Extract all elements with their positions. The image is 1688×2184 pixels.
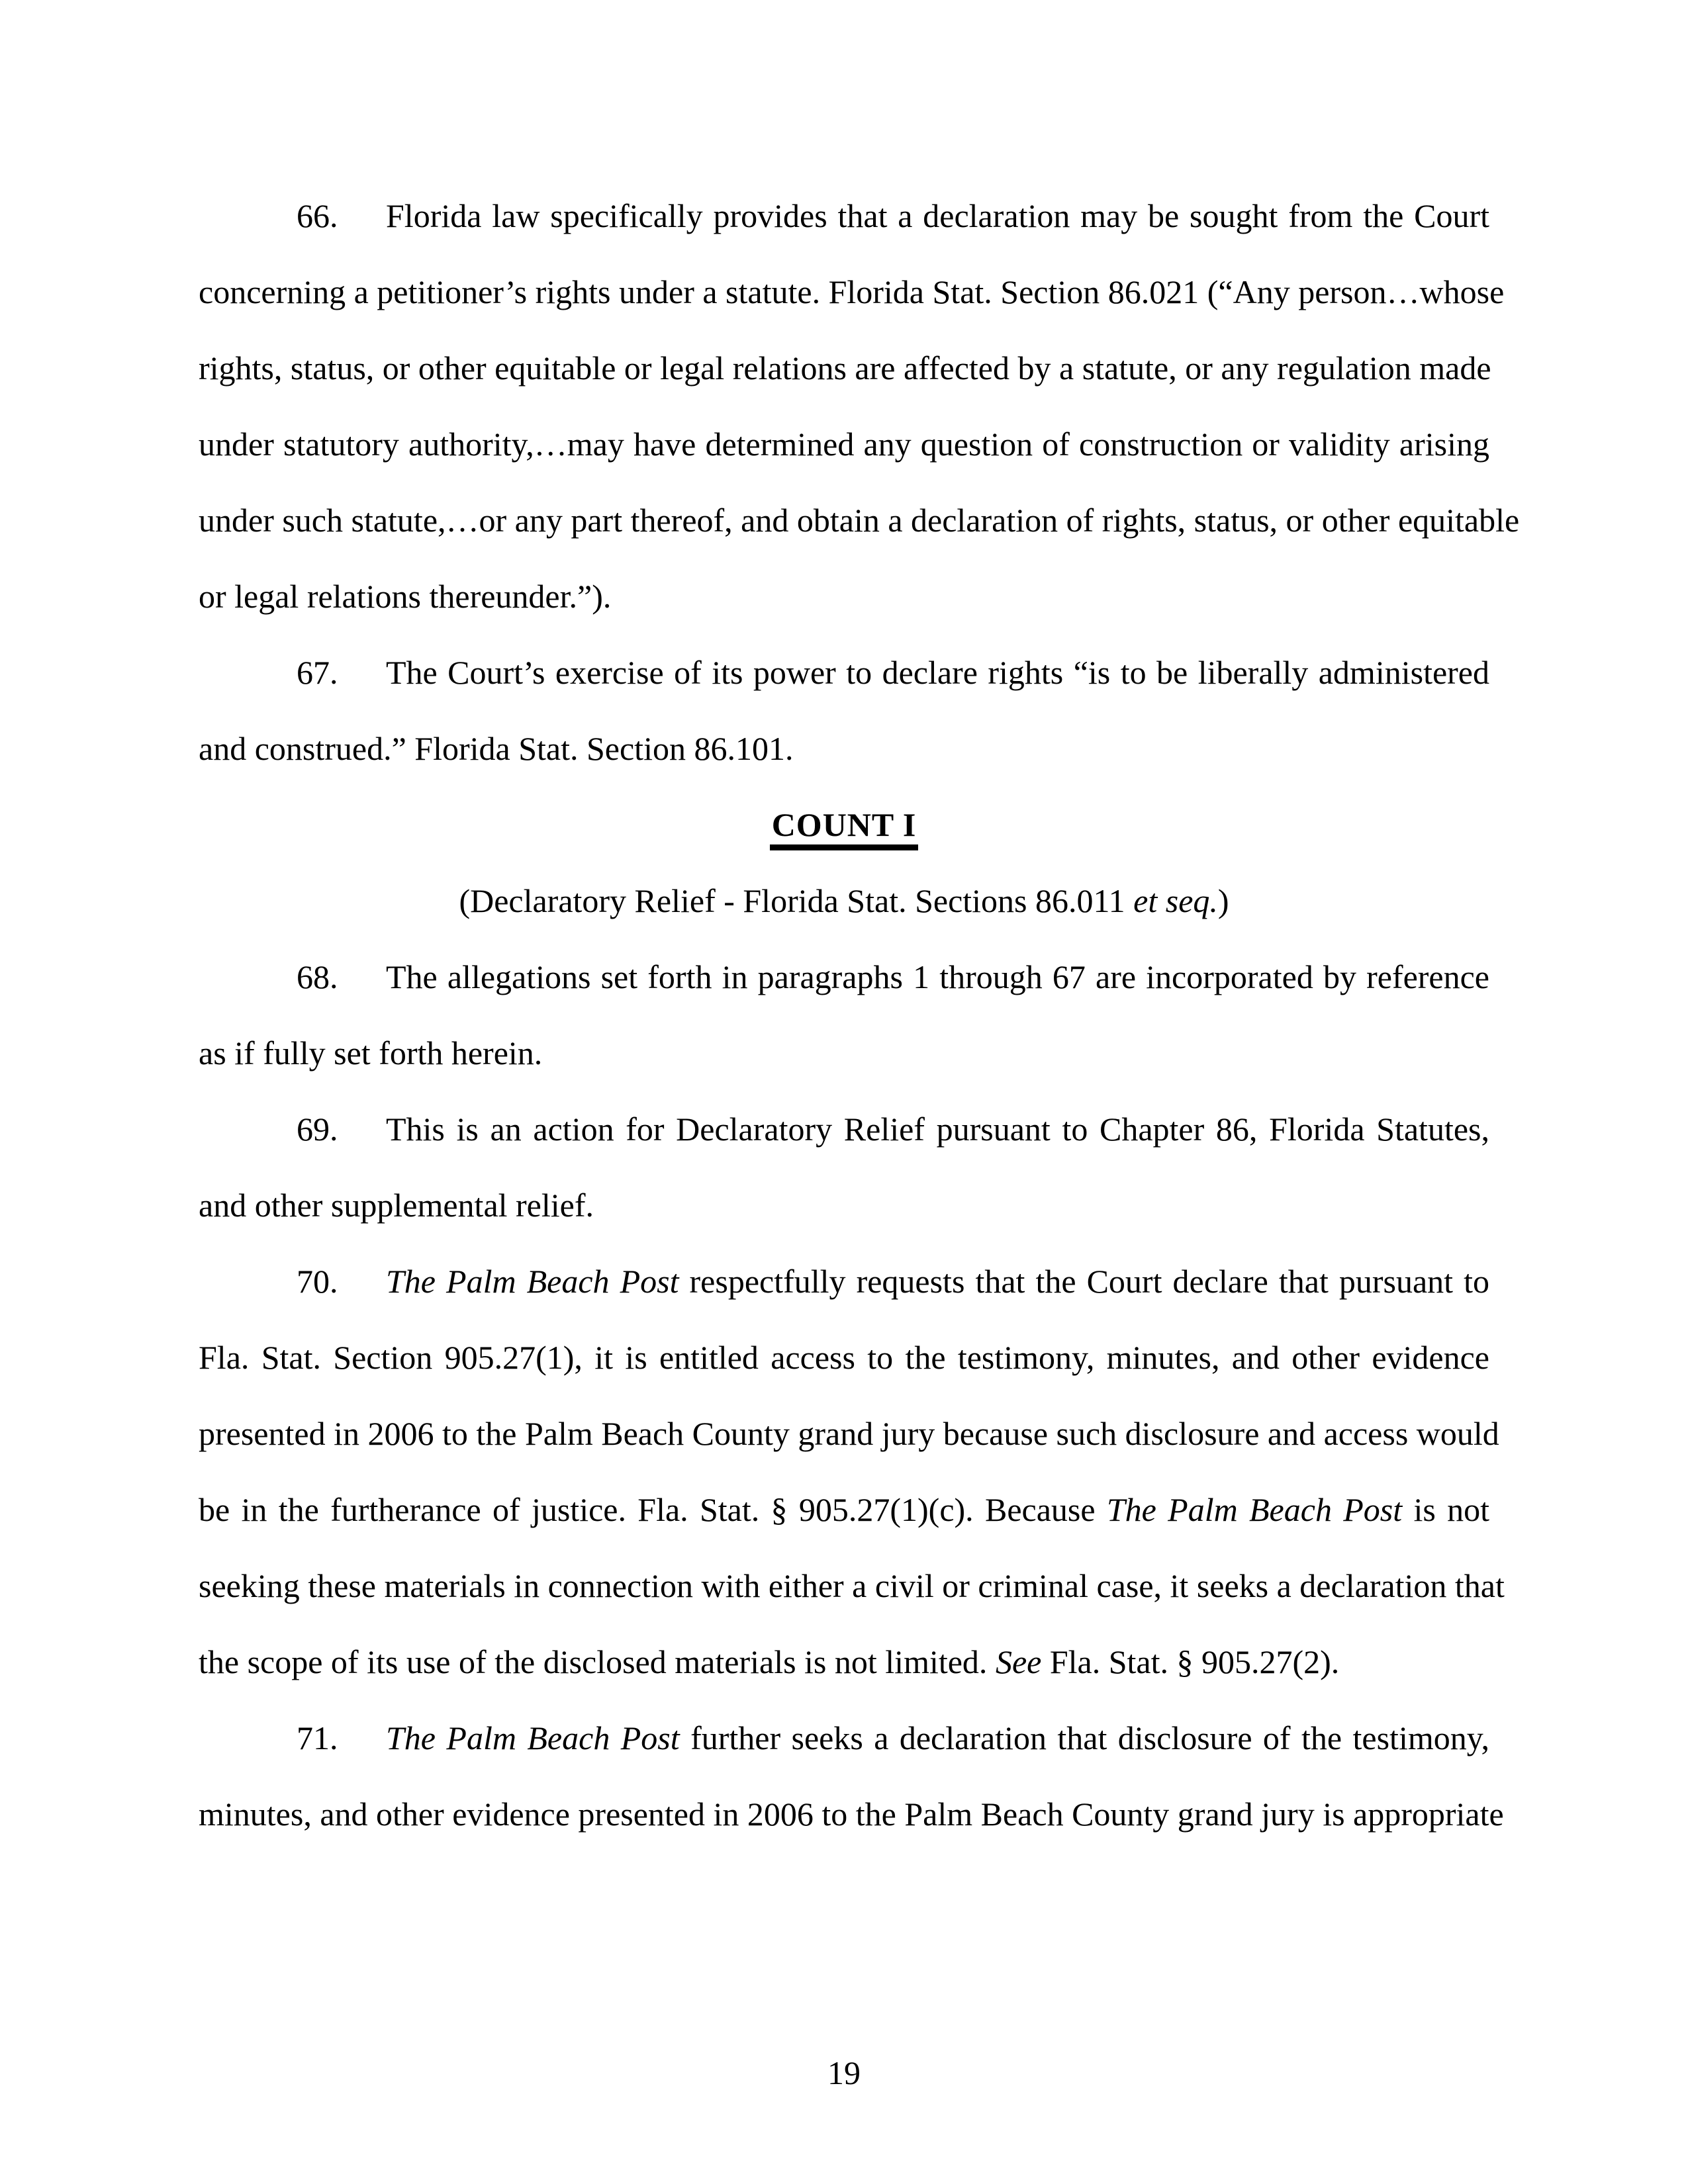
p70-line-3 [199, 1396, 1499, 1472]
paragraph-66 [199, 178, 1520, 635]
text-segment: The Court’s exercise of its power to declare rights “is to be liberally administered [386, 654, 1489, 691]
p70-line-6 [199, 1624, 1489, 1700]
text-segment: further seeks a declaration that disclosure of the testimony, [679, 1719, 1489, 1756]
text-segment: the scope of its use of the disclosed materials is not limited. [199, 1643, 996, 1680]
text-segment: rights, status, or other equitable or legal relations are affected by a statute, or any regulation made [199, 349, 1491, 387]
p66-line-1 [199, 178, 1489, 254]
text-segment: or legal relations thereunder.”). [199, 578, 612, 615]
count-i-heading [199, 787, 1489, 863]
p67-line-1 [199, 635, 1489, 711]
text-segment: concerning a petitioner’s rights under a statute. Florida Stat. Section 86.021 (“Any person…whose [199, 273, 1505, 310]
p66-line-5 [199, 482, 1520, 559]
p71-line-2 [199, 1776, 1504, 1852]
text-segment: Fla. Stat. Section 905.27(1), it is entitled access to the testimony, minutes, and other evidence [199, 1339, 1489, 1376]
paragraph-number: 68. [297, 958, 338, 995]
p71-line-1 [199, 1700, 1489, 1776]
page-number: 19 [827, 2054, 861, 2091]
text-segment: as if fully set forth herein. [199, 1034, 543, 1071]
text-segment: minutes, and other evidence presented in 2006 to the Palm Beach County grand jury is appropriate [199, 1796, 1504, 1833]
text-segment: seeking these materials in connection with either a civil or criminal case, it seeks a declaration that [199, 1567, 1505, 1604]
p66-line-4 [199, 406, 1489, 482]
p70-line-5 [199, 1548, 1505, 1624]
section-heading-text: COUNT I [770, 806, 919, 850]
text-segment: Fla. Stat. § 905.27(2). [1041, 1643, 1340, 1680]
paragraph-69 [199, 1091, 1489, 1244]
count-i-subheading [199, 863, 1489, 939]
text-segment: The allegations set forth in paragraphs 1 through 67 are incorporated by reference [386, 958, 1489, 995]
p68-line-1 [199, 939, 1489, 1015]
p66-line-6 [199, 559, 1489, 635]
paragraph-67 [199, 635, 1489, 787]
paragraph-71 [199, 1700, 1504, 1852]
text-segment: presented in 2006 to the Palm Beach County grand jury because such disclosure and access would [199, 1415, 1499, 1452]
text-segment: (Declaratory Relief - Florida Stat. Sections 86.011 [459, 882, 1134, 919]
p70-line-4 [199, 1472, 1489, 1548]
text-segment: under statutory authority,…may have determined any question of construction or validity arising [199, 426, 1489, 463]
paragraph-number: 67. [297, 654, 338, 691]
paragraph-number: 66. [297, 197, 338, 234]
p69-line-1 [199, 1091, 1489, 1167]
paragraph-68 [199, 939, 1489, 1091]
paragraph-number: 69. [297, 1111, 338, 1148]
case-name-italic: The Palm Beach Post [1106, 1491, 1403, 1528]
text-segment: and other supplemental relief. [199, 1187, 594, 1224]
paragraph-number: 70. [297, 1263, 338, 1300]
text-segment: respectfully requests that the Court declare that pursuant to [679, 1263, 1489, 1300]
p67-line-2 [199, 711, 1489, 787]
case-name-italic: The Palm Beach Post [386, 1263, 679, 1300]
signal-word-italic: See [995, 1643, 1042, 1680]
paragraph-70 [199, 1244, 1505, 1700]
document-body-text [199, 178, 1520, 1852]
latin-phrase-italic: et seq. [1133, 882, 1218, 919]
text-segment: ) [1217, 882, 1229, 919]
p68-line-2 [199, 1015, 1489, 1091]
text-segment: under such statute,…or any part thereof, and obtain a declaration of rights, status, or other equitable [199, 502, 1520, 539]
paragraph-number: 71. [297, 1719, 338, 1756]
text-segment: This is an action for Declaratory Relief pursuant to Chapter 86, Florida Statutes, [386, 1111, 1489, 1148]
text-segment: and construed.” Florida Stat. Section 86.101. [199, 730, 794, 767]
p66-line-2 [199, 254, 1505, 330]
case-name-italic: The Palm Beach Post [386, 1719, 680, 1756]
p66-line-3 [199, 330, 1489, 406]
text-segment: is not [1402, 1491, 1489, 1528]
text-segment: be in the furtherance of justice. Fla. Stat. § 905.27(1)(c). Because [199, 1491, 1107, 1528]
p70-line-2 [199, 1320, 1489, 1396]
text-segment: Florida law specifically provides that a declaration may be sought from the Court [386, 197, 1489, 234]
p70-line-1 [199, 1244, 1489, 1320]
p69-line-2 [199, 1167, 1489, 1244]
